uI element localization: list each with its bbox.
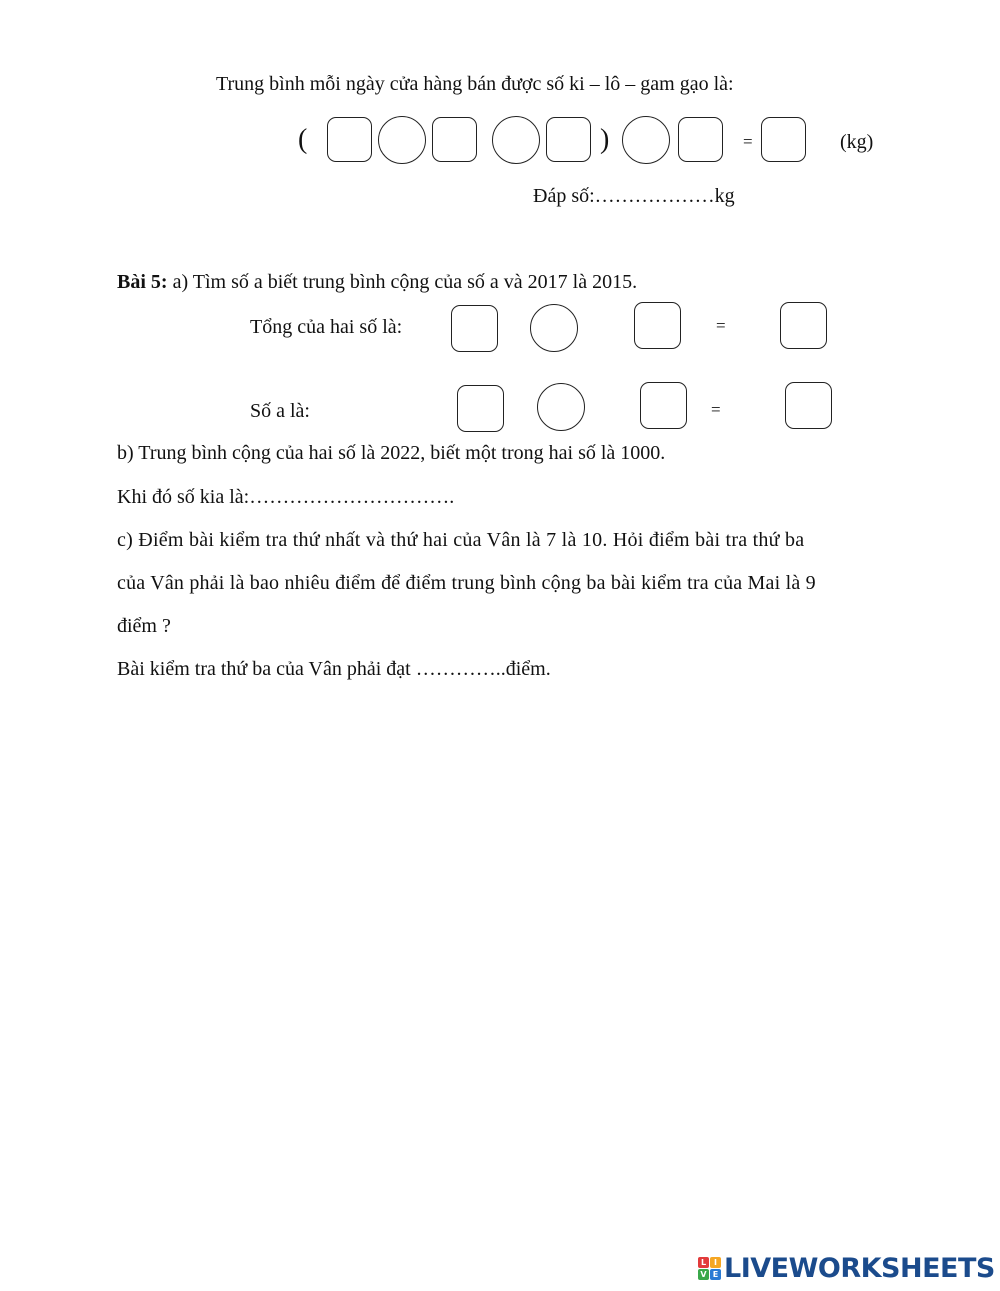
exercise-5c-line-1: c) Điểm bài kiểm tra thứ nhất và thứ hai của Vân là 7 là 10. Hỏi điểm bài tra thứ ba bbox=[117, 529, 805, 551]
unit-label: (kg) bbox=[840, 131, 874, 153]
exercise-5b-question: b) Trung bình cộng của hai số là 2022, biết một trong hai số là 1000. bbox=[117, 442, 666, 464]
logo-block-i: I bbox=[710, 1257, 721, 1268]
logo-block-e: E bbox=[710, 1269, 721, 1280]
exercise-5c-answer: Bài kiểm tra thứ ba của Vân phải đạt …………..điểm. bbox=[117, 658, 551, 680]
a-box-2[interactable] bbox=[640, 382, 687, 429]
answer-box-4[interactable] bbox=[678, 117, 723, 162]
a-box-1[interactable] bbox=[457, 385, 504, 432]
a-equals-sign: = bbox=[711, 400, 721, 419]
answer-box-1[interactable] bbox=[327, 117, 372, 162]
sum-label: Tổng của hai số là: bbox=[250, 316, 403, 338]
exercise-5-label: Bài 5: bbox=[117, 271, 168, 293]
exercise-5-heading bbox=[117, 272, 637, 292]
operator-circle-1[interactable] bbox=[378, 116, 426, 164]
exercise-5c-line-2: của Vân phải là bao nhiêu điểm để điểm trung bình cộng ba bài kiểm tra của Mai là 9 bbox=[117, 572, 816, 594]
liveworksheets-logo bbox=[698, 1253, 995, 1283]
a-result-box[interactable] bbox=[785, 382, 832, 429]
sum-result-box[interactable] bbox=[780, 302, 827, 349]
exercise-5b-answer: Khi đó số kia là:…………………………. bbox=[117, 486, 455, 508]
operator-circle-2[interactable] bbox=[492, 116, 540, 164]
exercise-5a-question: a) Tìm số a biết trung bình cộng của số a và 2017 là 2015. bbox=[167, 271, 638, 293]
equals-sign: = bbox=[743, 132, 753, 151]
logo-text: LIVEWORKSHEETS bbox=[724, 1252, 995, 1284]
logo-blocks-icon bbox=[698, 1257, 721, 1280]
answer-line: Đáp số:………………kg bbox=[533, 185, 735, 207]
open-parenthesis: ( bbox=[298, 124, 308, 155]
close-parenthesis: ) bbox=[600, 124, 610, 155]
exercise-5c-line-3: điểm ? bbox=[117, 615, 171, 637]
intro-text: Trung bình mỗi ngày cửa hàng bán được số ki – lô – gam gạo là: bbox=[216, 73, 734, 95]
logo-block-l: L bbox=[698, 1257, 709, 1268]
answer-box-2[interactable] bbox=[432, 117, 477, 162]
a-label: Số a là: bbox=[250, 400, 310, 422]
logo-block-v: V bbox=[698, 1269, 709, 1280]
result-box[interactable] bbox=[761, 117, 806, 162]
operator-circle-3[interactable] bbox=[622, 116, 670, 164]
sum-equals-sign: = bbox=[716, 316, 726, 335]
sum-operator-circle[interactable] bbox=[530, 304, 578, 352]
sum-box-2[interactable] bbox=[634, 302, 681, 349]
a-operator-circle[interactable] bbox=[537, 383, 585, 431]
sum-box-1[interactable] bbox=[451, 305, 498, 352]
answer-box-3[interactable] bbox=[546, 117, 591, 162]
